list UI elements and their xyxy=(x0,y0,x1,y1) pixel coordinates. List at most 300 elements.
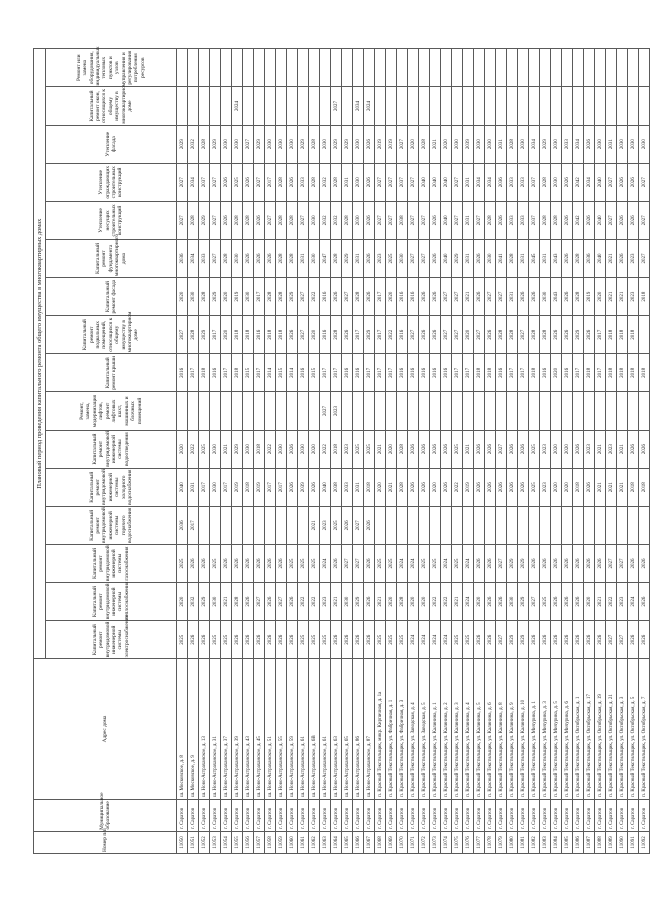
year-cell xyxy=(243,506,254,544)
year-cell: 2027 xyxy=(639,239,650,277)
year-cell: 2026 xyxy=(331,278,342,316)
year-cell: 2017 xyxy=(188,506,199,544)
address-cell: ш. Ново-Астраханское, д. 6В xyxy=(309,659,320,799)
address-cell: п. Красный Текстильщик, ул. Заводская, д. 4 xyxy=(408,659,419,799)
year-cell: 2016 xyxy=(397,278,408,316)
row-number-cell: 11064 xyxy=(331,831,342,853)
year-cell: 2027 xyxy=(320,392,331,430)
year-cell xyxy=(375,506,386,544)
year-cell: 2025 xyxy=(232,163,243,201)
year-cell: 2017 xyxy=(254,354,265,392)
year-cell: 2025 xyxy=(331,506,342,544)
year-cell: 2018 xyxy=(617,354,628,392)
year-cell xyxy=(584,49,595,87)
year-cell: 2025 xyxy=(364,430,375,468)
year-cell: 2025 xyxy=(177,544,188,582)
year-cell: 2026 xyxy=(265,583,276,621)
year-cell: 2026 xyxy=(595,621,606,659)
table-row xyxy=(276,49,287,854)
row-number-cell: 11069 xyxy=(386,831,397,853)
address-cell: п. Красный Текстильщик, ул. Октябрьская, д. 17 xyxy=(584,659,595,799)
year-cell: 2024 xyxy=(430,621,441,659)
year-cell: 2017 xyxy=(199,468,210,506)
year-cell: 2033 xyxy=(518,163,529,201)
year-cell xyxy=(562,392,573,430)
year-cell: 2020 xyxy=(551,430,562,468)
address-cell: п. Красный Текстильщик, ул. Октябрьская, д. 5 xyxy=(628,659,639,799)
year-cell xyxy=(485,49,496,87)
year-cell: 2030 xyxy=(540,278,551,316)
year-cell: 2026 xyxy=(573,430,584,468)
year-cell xyxy=(463,392,474,430)
year-cell: 2030 xyxy=(210,583,221,621)
year-cell: 2020 xyxy=(551,354,562,392)
year-cell xyxy=(375,87,386,125)
year-cell: 2040 xyxy=(419,163,430,201)
year-cell: 2030 xyxy=(276,125,287,163)
year-cell xyxy=(199,506,210,544)
year-cell: 2045 xyxy=(529,239,540,277)
year-cell: 2017 xyxy=(507,354,518,392)
table-row xyxy=(265,49,276,854)
year-cell: 2026 xyxy=(430,316,441,354)
year-cell: 2020 xyxy=(562,430,573,468)
year-cell: 2026 xyxy=(419,430,430,468)
header-work-8: Капитальный ремонт крыши xyxy=(46,354,177,392)
year-cell: 2029 xyxy=(331,125,342,163)
year-cell: 2040 xyxy=(441,201,452,239)
year-cell: 2028 xyxy=(551,201,562,239)
year-cell: 2018 xyxy=(639,278,650,316)
year-cell: 2028 xyxy=(276,239,287,277)
address-cell: п. Красный Текстильщик, ул. Заводская, д. 5 xyxy=(419,659,430,799)
year-cell: 2026 xyxy=(199,544,210,582)
year-cell: 2025 xyxy=(287,544,298,582)
row-number-cell: 11075 xyxy=(452,831,463,853)
header-work-14: Утепление фасада xyxy=(46,125,177,163)
year-cell: 2029 xyxy=(518,544,529,582)
year-cell xyxy=(452,392,463,430)
year-cell xyxy=(298,392,309,430)
table-row xyxy=(639,49,650,854)
year-cell: 2028 xyxy=(265,278,276,316)
year-cell: 2021 xyxy=(221,430,232,468)
table-row xyxy=(419,49,430,854)
year-cell xyxy=(353,392,364,430)
municipality-cell: г. Саратов xyxy=(573,799,584,831)
year-cell xyxy=(628,506,639,544)
year-cell: 2017 xyxy=(210,316,221,354)
year-cell xyxy=(419,49,430,87)
year-cell xyxy=(529,49,540,87)
year-cell: 2034 xyxy=(188,163,199,201)
header-number: Номер п/п xyxy=(34,831,177,853)
row-number-cell: 11088 xyxy=(595,831,606,853)
year-cell: 2026 xyxy=(474,468,485,506)
year-cell: 2027 xyxy=(419,239,430,277)
table-row xyxy=(397,49,408,854)
year-cell: 2022 xyxy=(298,583,309,621)
year-cell: 2020 xyxy=(474,583,485,621)
table-row xyxy=(210,49,221,854)
year-cell: 2028 xyxy=(331,239,342,277)
year-cell xyxy=(408,506,419,544)
year-cell: 2030 xyxy=(287,125,298,163)
year-cell: 2026 xyxy=(573,544,584,582)
year-cell: 2028 xyxy=(199,125,210,163)
row-number-cell: 11066 xyxy=(353,831,364,853)
year-cell: 2018 xyxy=(254,430,265,468)
year-cell: 2026 xyxy=(507,430,518,468)
municipality-cell: г. Саратов xyxy=(188,799,199,831)
year-cell: 2017 xyxy=(265,163,276,201)
year-cell xyxy=(375,49,386,87)
year-cell: 2042 xyxy=(573,201,584,239)
year-cell: 2027 xyxy=(210,163,221,201)
year-cell: 2026 xyxy=(364,583,375,621)
municipality-cell: г. Саратов xyxy=(551,799,562,831)
year-cell: 2030 xyxy=(221,125,232,163)
year-cell: 2026 xyxy=(496,201,507,239)
year-cell: 2026 xyxy=(628,621,639,659)
year-cell: 2033 xyxy=(562,125,573,163)
year-cell: 2026 xyxy=(287,163,298,201)
year-cell: 2017 xyxy=(353,316,364,354)
year-cell: 2024 xyxy=(397,544,408,582)
year-cell xyxy=(540,506,551,544)
year-cell xyxy=(320,49,331,87)
year-cell: 2031 xyxy=(353,468,364,506)
year-cell: 2027 xyxy=(606,621,617,659)
year-cell: 2027 xyxy=(408,201,419,239)
address-cell: п. Красный Текстильщик, ул. Октябрьская, д. 19 xyxy=(595,659,606,799)
year-cell: 2030 xyxy=(628,125,639,163)
year-cell: 2016 xyxy=(254,316,265,354)
year-cell: 2027 xyxy=(210,201,221,239)
row-number-cell: 11059 xyxy=(276,831,287,853)
year-cell: 2027 xyxy=(375,163,386,201)
year-cell: 2027 xyxy=(353,544,364,582)
year-cell: 2018 xyxy=(606,316,617,354)
year-cell xyxy=(474,506,485,544)
year-cell: 2019 xyxy=(232,468,243,506)
year-cell: 2028 xyxy=(573,239,584,277)
year-cell: 2031 xyxy=(353,239,364,277)
year-cell: 2027 xyxy=(210,239,221,277)
year-cell: 2039 xyxy=(463,125,474,163)
year-cell xyxy=(529,87,540,125)
row-number-cell: 11067 xyxy=(364,831,375,853)
year-cell xyxy=(529,506,540,544)
year-cell: 2020 xyxy=(177,430,188,468)
year-cell xyxy=(595,49,606,87)
year-cell xyxy=(507,392,518,430)
row-number-cell: 11076 xyxy=(463,831,474,853)
year-cell: 2021 xyxy=(595,468,606,506)
year-cell xyxy=(232,506,243,544)
address-cell: п. Красный Текстильщик, ул. Калинина, д. 6 xyxy=(485,659,496,799)
year-cell: 2021 xyxy=(309,506,320,544)
year-cell xyxy=(441,506,452,544)
year-cell: 2027 xyxy=(474,316,485,354)
year-cell: 2026 xyxy=(562,544,573,582)
year-cell: 2027 xyxy=(331,87,342,125)
year-cell: 2030 xyxy=(243,278,254,316)
year-cell xyxy=(221,506,232,544)
header-work-15: Капитальный ремонт окон, относящихся к общему имуществу в многоквартирном доме xyxy=(46,87,177,125)
year-cell: 2018 xyxy=(243,468,254,506)
year-cell: 2029 xyxy=(518,621,529,659)
year-cell xyxy=(518,87,529,125)
header-work-4: Капитальный ремонт внутридомовой инженерной системы горячего водоснабжения xyxy=(46,506,177,544)
year-cell: 2028 xyxy=(232,201,243,239)
year-cell: 2027 xyxy=(375,201,386,239)
year-cell: 2018 xyxy=(628,316,639,354)
year-cell: 2031 xyxy=(463,239,474,277)
year-cell: 2028 xyxy=(188,316,199,354)
year-cell xyxy=(430,49,441,87)
address-cell: ш. Ново-Астраханское, д. 61 xyxy=(298,659,309,799)
year-cell: 2026 xyxy=(595,544,606,582)
year-cell: 2026 xyxy=(364,506,375,544)
year-cell xyxy=(397,392,408,430)
year-cell: 2026 xyxy=(430,430,441,468)
year-cell xyxy=(529,392,540,430)
year-cell xyxy=(276,87,287,125)
year-cell: 2018 xyxy=(199,354,210,392)
row-number-cell: 11079 xyxy=(496,831,507,853)
year-cell: 2026 xyxy=(639,430,650,468)
year-cell: 2021 xyxy=(617,430,628,468)
year-cell: 2026 xyxy=(617,201,628,239)
year-cell: 2017 xyxy=(375,278,386,316)
year-cell xyxy=(232,392,243,430)
year-cell: 2030 xyxy=(639,125,650,163)
year-cell: 2027 xyxy=(265,201,276,239)
year-cell: 2023 xyxy=(628,278,639,316)
year-cell: 2030 xyxy=(342,583,353,621)
year-cell: 2026 xyxy=(331,621,342,659)
year-cell xyxy=(419,392,430,430)
year-cell: 2026 xyxy=(430,239,441,277)
year-cell: 2026 xyxy=(496,468,507,506)
year-cell: 2026 xyxy=(221,201,232,239)
address-cell: ш. Московское, д. 8 xyxy=(177,659,188,799)
year-cell xyxy=(221,49,232,87)
year-cell xyxy=(584,87,595,125)
year-cell: 2029 xyxy=(210,278,221,316)
year-cell: 2026 xyxy=(474,430,485,468)
year-cell: 2017 xyxy=(375,354,386,392)
year-cell: 2026 xyxy=(639,583,650,621)
year-cell xyxy=(199,392,210,430)
year-cell: 2028 xyxy=(507,125,518,163)
year-cell: 2026 xyxy=(562,278,573,316)
year-cell: 2040 xyxy=(430,163,441,201)
year-cell: 2026 xyxy=(419,278,430,316)
address-cell: п. Красный Текстильщик, ул. Октябрьская, д. 7 xyxy=(639,659,650,799)
municipality-cell: г. Саратов xyxy=(628,799,639,831)
year-cell: 2027 xyxy=(342,544,353,582)
year-cell: 2027 xyxy=(452,163,463,201)
row-number-cell: 11065 xyxy=(342,831,353,853)
year-cell xyxy=(177,392,188,430)
year-cell xyxy=(639,506,650,544)
year-cell: 2019 xyxy=(584,278,595,316)
year-cell: 2023 xyxy=(342,430,353,468)
year-cell: 2031 xyxy=(463,163,474,201)
year-cell: 2027 xyxy=(474,201,485,239)
municipality-cell: г. Саратов xyxy=(309,799,320,831)
year-cell: 2018 xyxy=(364,468,375,506)
municipality-cell: г. Саратов xyxy=(298,799,309,831)
year-cell: 2025 xyxy=(320,621,331,659)
year-cell: 2030 xyxy=(518,125,529,163)
row-number-cell: 11084 xyxy=(551,831,562,853)
address-cell: ш. Ново-Астраханское, д. 63 xyxy=(331,659,342,799)
municipality-cell: г. Саратов xyxy=(485,799,496,831)
year-cell xyxy=(287,49,298,87)
year-cell: 2023 xyxy=(584,430,595,468)
year-cell: 2020 xyxy=(177,278,188,316)
year-cell: 2023 xyxy=(320,506,331,544)
year-cell: 2019 xyxy=(254,468,265,506)
year-cell: 2031 xyxy=(507,278,518,316)
year-cell xyxy=(342,87,353,125)
year-cell: 2026 xyxy=(474,621,485,659)
year-cell: 2030 xyxy=(617,125,628,163)
year-cell xyxy=(430,87,441,125)
year-cell: 2026 xyxy=(485,583,496,621)
year-cell: 2026 xyxy=(518,430,529,468)
year-cell: 2026 xyxy=(540,544,551,582)
year-cell: 2026 xyxy=(364,544,375,582)
year-cell xyxy=(210,392,221,430)
year-cell: 2027 xyxy=(254,163,265,201)
municipality-cell: г. Саратов xyxy=(243,799,254,831)
year-cell xyxy=(595,506,606,544)
row-number-cell: 11080 xyxy=(507,831,518,853)
year-cell xyxy=(595,392,606,430)
year-cell: 2027 xyxy=(254,583,265,621)
year-cell: 2026 xyxy=(232,621,243,659)
row-number-cell: 11057 xyxy=(254,831,265,853)
year-cell: 2017 xyxy=(595,316,606,354)
year-cell: 2034 xyxy=(485,163,496,201)
year-cell xyxy=(628,87,639,125)
year-cell xyxy=(254,506,265,544)
municipality-cell: г. Саратов xyxy=(507,799,518,831)
year-cell: 2016 xyxy=(496,354,507,392)
year-cell xyxy=(551,506,562,544)
year-cell: 2026 xyxy=(474,239,485,277)
year-cell: 2022 xyxy=(606,583,617,621)
year-cell: 2037 xyxy=(199,163,210,201)
year-cell xyxy=(540,87,551,125)
year-cell: 2030 xyxy=(353,201,364,239)
year-cell: 2030 xyxy=(551,163,562,201)
year-cell: 2029 xyxy=(199,583,210,621)
year-cell: 2026 xyxy=(408,430,419,468)
year-cell: 2027 xyxy=(496,278,507,316)
year-cell: 2018 xyxy=(628,468,639,506)
year-cell: 2026 xyxy=(562,583,573,621)
year-cell xyxy=(210,87,221,125)
year-cell: 2029 xyxy=(287,278,298,316)
year-cell xyxy=(276,49,287,87)
year-cell: 2022 xyxy=(441,583,452,621)
row-number-cell: 11073 xyxy=(430,831,441,853)
year-cell xyxy=(474,87,485,125)
address-cell: ш. Ново-Астраханское, д. 87 xyxy=(364,659,375,799)
year-cell xyxy=(298,49,309,87)
address-cell: п. Красный Текстильщик, ул. Калинина, д. 3 xyxy=(452,659,463,799)
year-cell: 2019 xyxy=(386,125,397,163)
year-cell: 2026 xyxy=(584,621,595,659)
year-cell: 2020 xyxy=(441,125,452,163)
year-cell: 2029 xyxy=(342,239,353,277)
year-cell: 2015 xyxy=(309,354,320,392)
year-cell: 2030 xyxy=(452,125,463,163)
year-cell: 2027 xyxy=(386,201,397,239)
year-cell: 2023 xyxy=(375,239,386,277)
table-row xyxy=(452,49,463,854)
municipality-cell: г. Саратов xyxy=(463,799,474,831)
year-cell: 2021 xyxy=(452,583,463,621)
year-cell: 2026 xyxy=(441,430,452,468)
year-cell: 2024 xyxy=(408,544,419,582)
year-cell: 2034 xyxy=(474,163,485,201)
year-cell: 2029 xyxy=(540,125,551,163)
municipality-cell: г. Саратов xyxy=(441,799,452,831)
year-cell: 2025 xyxy=(397,621,408,659)
year-cell: 2027 xyxy=(386,163,397,201)
year-cell: 2030 xyxy=(232,125,243,163)
year-cell: 2026 xyxy=(243,583,254,621)
table-row xyxy=(188,49,199,854)
year-cell: 2029 xyxy=(507,621,518,659)
year-cell: 2026 xyxy=(496,583,507,621)
year-cell: 2017 xyxy=(276,468,287,506)
year-cell: 2029 xyxy=(210,125,221,163)
year-cell: 2016 xyxy=(353,354,364,392)
row-number-cell: 11089 xyxy=(606,831,617,853)
year-cell xyxy=(386,49,397,87)
year-cell: 2025 xyxy=(210,544,221,582)
year-cell: 2040 xyxy=(177,468,188,506)
year-cell xyxy=(573,506,584,544)
year-cell: 2027 xyxy=(419,201,430,239)
year-cell: 2026 xyxy=(430,201,441,239)
year-cell: 2025 xyxy=(452,430,463,468)
year-cell xyxy=(617,392,628,430)
year-cell: 2030 xyxy=(210,430,221,468)
year-cell: 2031 xyxy=(606,125,617,163)
year-cell xyxy=(496,506,507,544)
year-cell: 2026 xyxy=(287,583,298,621)
address-cell: ш. Ново-Астраханское, д. 13 xyxy=(199,659,210,799)
municipality-cell: г. Саратов xyxy=(287,799,298,831)
year-cell: 2031 xyxy=(342,163,353,201)
year-cell xyxy=(243,392,254,430)
table-row xyxy=(551,49,562,854)
year-cell: 2027 xyxy=(518,316,529,354)
year-cell: 2031 xyxy=(463,201,474,239)
year-cell: 2024 xyxy=(463,544,474,582)
year-cell: 2030 xyxy=(353,125,364,163)
year-cell: 2029 xyxy=(199,201,210,239)
year-cell: 2020 xyxy=(408,583,419,621)
